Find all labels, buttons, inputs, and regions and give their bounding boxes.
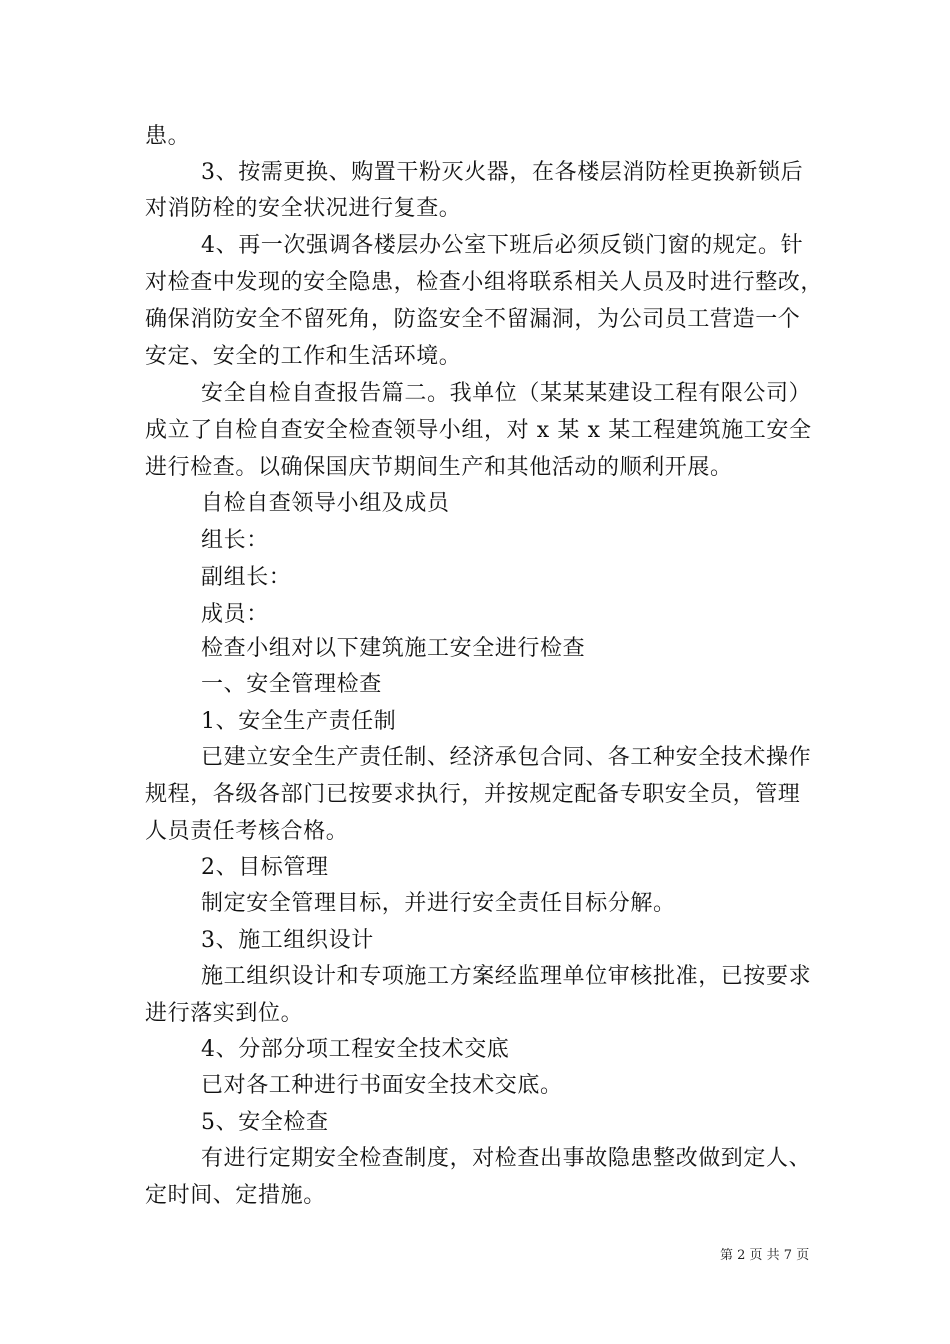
text-line: 5、安全检查: [201, 1110, 329, 1135]
text-line: 对消防栓的安全状况进行复查。: [145, 196, 462, 221]
text-line: 成员：: [201, 602, 269, 627]
text-line: 人员责任考核合格。: [145, 819, 349, 844]
text-line: 制定安全管理目标，并进行安全责任目标分解。: [201, 891, 676, 916]
text-line: 规程，各级各部门已按要求执行，并按规定配备专职安全员，管理: [145, 782, 801, 807]
text-line: 组长：: [201, 528, 269, 553]
text-line: 施工组织设计和专项施工方案经监理单位审核批准，已按要求: [201, 964, 812, 989]
text-line: 1、安全生产责任制: [201, 709, 397, 734]
text-line: 3、施工组织设计: [201, 928, 374, 953]
text-line: 3、按需更换、购置干粉灭火器，在各楼层消防栓更换新锁后: [201, 160, 804, 185]
text-line: 已建立安全生产责任制、经济承包合同、各工种安全技术操作: [201, 745, 812, 770]
text-line: 副组长：: [201, 565, 292, 590]
text-line: 定时间、定措施。: [145, 1183, 326, 1208]
text-line: 4、再一次强调各楼层办公室下班后必须反锁门窗的规定。针: [201, 233, 804, 258]
text-line: 进行落实到位。: [145, 1001, 304, 1026]
text-line: 确保消防安全不留死角，防盗安全不留漏洞，为公司员工营造一个: [145, 307, 801, 332]
text-line: 2、目标管理: [201, 855, 329, 880]
text-line: 检查小组对以下建筑施工安全进行检查: [201, 636, 586, 661]
text-line: 安全自检自查报告篇二。我单位（某某某建设工程有限公司）: [201, 381, 812, 406]
text-line: 自检自查领导小组及成员: [201, 491, 450, 516]
text-line: 患。: [145, 124, 191, 149]
text-line: 已对各工种进行书面安全技术交底。: [201, 1073, 563, 1098]
text-line: 进行检查。以确保国庆节期间生产和其他活动的顺利开展。: [145, 455, 733, 480]
text-line: 有进行定期安全检查制度，对检查出事故隐患整改做到定人、: [201, 1146, 812, 1171]
text-line: 4、分部分项工程安全技术交底: [201, 1037, 510, 1062]
text-line: 对检查中发现的安全隐患，检查小组将联系相关人员及时进行整改，: [145, 270, 824, 295]
text-line: 一、安全管理检查: [201, 672, 382, 697]
text-line: 成立了自检自查安全检查领导小组，对 x 某 x 某工程建筑施工安全: [145, 418, 812, 443]
page-number-footer: 第 2 页 共 7 页: [720, 1248, 810, 1263]
text-line: 安定、安全的工作和生活环境。: [145, 344, 462, 369]
